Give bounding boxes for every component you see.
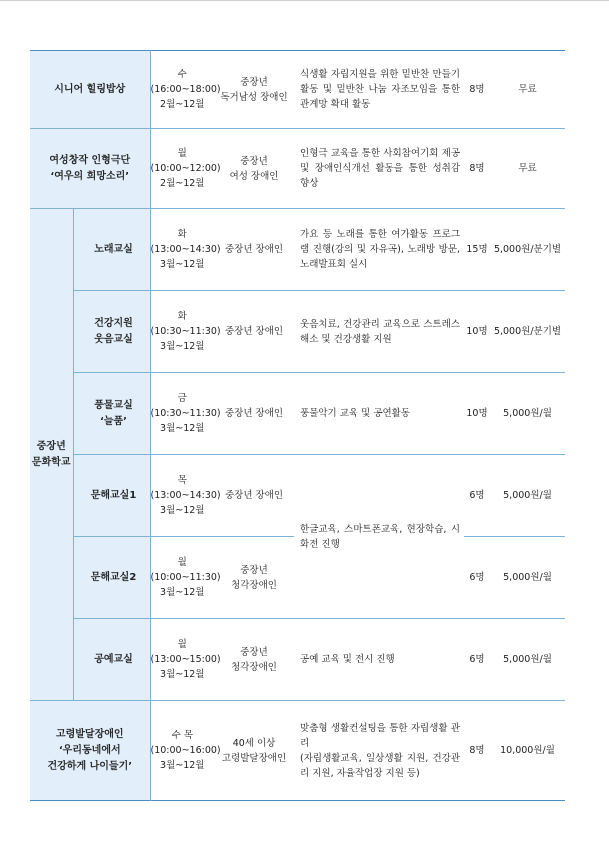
program-capacity: 10명 bbox=[466, 326, 488, 337]
program-capacity: 8명 bbox=[469, 745, 485, 756]
program-content: 공예 교육 및 전시 진행 bbox=[300, 654, 395, 665]
program-schedule: 화 (13:00~14:30) 3월~12월 bbox=[150, 229, 221, 270]
program-target: 중장년 청각장애인 bbox=[231, 646, 277, 673]
program-row bbox=[30, 129, 565, 209]
program-schedule: 금 (10:30~11:30) 3월~12월 bbox=[150, 393, 221, 434]
group-title: 중장년 문화학교 bbox=[30, 209, 73, 701]
program-row bbox=[30, 51, 565, 129]
program-target: 중장년 여성 장애인 bbox=[229, 155, 279, 182]
program-content: 웃음치료, 건강관리 교육으로 스트레스 해소 및 건강생활 지원 bbox=[300, 318, 461, 345]
program-content: 식생활 자립지원을 위한 밑반찬 만들기 활동 및 밑반찬 나눔 자조모임을 통한 관계망 확대 활동 bbox=[300, 69, 461, 110]
program-target: 중장년 장애인 bbox=[224, 326, 284, 337]
program-target: 중장년 장애인 bbox=[224, 408, 284, 419]
class-title: 노래교실 bbox=[73, 209, 150, 291]
class-title: 문해교실1 bbox=[73, 455, 150, 537]
class-title: 공예교실 bbox=[73, 619, 150, 701]
class-title: 건강지원 웃음교실 bbox=[73, 291, 150, 373]
program-schedule: 월 (10:00~12:00) 2월~12월 bbox=[150, 148, 221, 189]
program-capacity: 6명 bbox=[469, 654, 485, 665]
program-title: 고령발달장애인 ‘우리동네에서 건강하게 나이들기’ bbox=[30, 701, 150, 801]
program-schedule: 수 (16:00~18:00) 2월~12월 bbox=[150, 69, 221, 110]
program-row bbox=[30, 619, 565, 701]
program-capacity: 6명 bbox=[469, 490, 485, 501]
program-fee: 무료 bbox=[518, 163, 537, 174]
program-row bbox=[30, 291, 565, 373]
program-fee: 10,000원/월 bbox=[500, 745, 555, 756]
program-target: 40세 이상 고령발달장애인 bbox=[221, 737, 287, 764]
program-schedule: 목 (13:00~14:30) 3월~12월 bbox=[150, 475, 221, 516]
program-fee: 5,000원/월 bbox=[503, 408, 552, 419]
program-title: 시니어 힐링밥상 bbox=[30, 51, 150, 129]
program-target: 중장년 청각장애인 bbox=[231, 564, 277, 591]
program-content: 인형극 교육을 통한 사회참여기회 제공 및 장애인식개선 활동을 통한 성취감 향상 bbox=[300, 148, 461, 189]
page-top-rule bbox=[0, 0, 609, 1]
program-table bbox=[30, 50, 565, 801]
program-row bbox=[30, 455, 565, 537]
program-schedule: 화 (10:30~11:30) 3월~12월 bbox=[150, 311, 221, 352]
program-content: 풍물악기 교육 및 공연활동 bbox=[300, 408, 411, 419]
program-row bbox=[30, 373, 565, 455]
program-fee: 5,000원/월 bbox=[503, 490, 552, 501]
program-title: 여성창작 인형극단 ‘여우의 희망소리’ bbox=[30, 129, 150, 209]
program-row bbox=[30, 701, 565, 801]
program-target: 중장년 독거남성 장애인 bbox=[220, 76, 288, 103]
program-schedule: 월 (10:00~11:30) 3월~12월 bbox=[150, 557, 221, 598]
program-capacity: 15명 bbox=[466, 244, 488, 255]
program-fee: 무료 bbox=[518, 84, 537, 95]
program-target: 중장년 장애인 bbox=[224, 490, 284, 501]
program-capacity: 8명 bbox=[469, 163, 485, 174]
program-capacity: 6명 bbox=[469, 572, 485, 583]
class-title: 문해교실2 bbox=[73, 537, 150, 619]
program-capacity: 10명 bbox=[466, 408, 488, 419]
program-capacity: 8명 bbox=[469, 84, 485, 95]
program-schedule: 월 (13:00~15:00) 3월~12월 bbox=[150, 639, 221, 680]
program-content: 가요 등 노래를 통한 여가활동 프로그램 진행(강의 및 자유곡), 노래방 방문, 노래발표회 실시 bbox=[300, 229, 461, 270]
class-title: 풍물교실 ‘늘품’ bbox=[73, 373, 150, 455]
program-fee: 5,000원/분기별 bbox=[493, 244, 562, 255]
program-fee: 5,000원/월 bbox=[503, 572, 552, 583]
program-fee: 5,000원/분기별 bbox=[493, 326, 562, 337]
program-fee: 5,000원/월 bbox=[503, 654, 552, 665]
program-content: 맞춤형 생활컨설팅을 통한 자립생활 관리 (자립생활교육, 일상생활 지원, 건강관리 지원, 자율작업장 지원 등) bbox=[300, 722, 461, 779]
program-row bbox=[30, 209, 565, 291]
program-schedule: 수 목 (10:00~16:00) 3월~12월 bbox=[150, 730, 221, 771]
program-target: 중장년 장애인 bbox=[224, 244, 284, 255]
program-content-shared: 한글교육, 스마트폰교육, 현장학습, 시화전 진행 bbox=[300, 523, 461, 550]
